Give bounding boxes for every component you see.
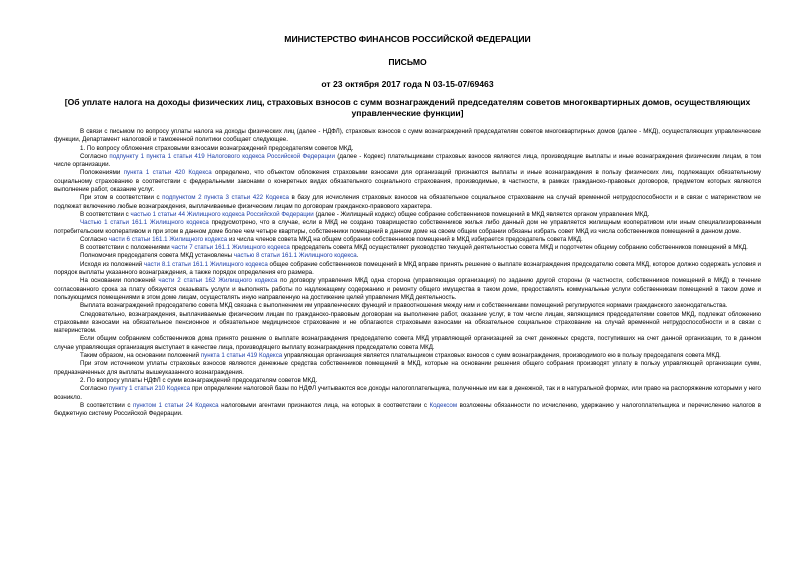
paragraph-text: налоговыми агентами признаются лица, на которых в соответствии с (218, 401, 430, 409)
paragraph (54, 385, 761, 402)
paragraph-text: Полномочия председателя совета МКД установлены (80, 252, 234, 260)
paragraph-text: В соответствии с положениями (80, 244, 172, 252)
paragraph-text: Согласно (80, 385, 109, 393)
paragraph-text: Если общим собранием собственников дома принято решение о выплате вознаграждения председателю совета МКД управляющей организацией за счет денежных средств, поступивших на счет данной организации, то в данном случае управляющая организация выступает в качестве лица, производящего выплату вознаграждения председателю совета МКД. (54, 335, 761, 351)
paragraph-text: Согласно (80, 235, 109, 243)
paragraph-text: определено, что объектом обложения страховыми взносами для организаций признаются выплаты и иные вознаграждения в пользу физических лиц, подлежащих обязательному социальному страхованию в соответствии с федеральными законами о конкретных видах обязательного социального страхования, производимые, в частности, в рамках гражданско-правовых договоров, предметом которых являются выполнение работ, оказание услуг. (54, 169, 761, 194)
paragraph (54, 236, 761, 244)
paragraph-text: Выплата вознаграждений председателю совета МКД связана с выполнением им управленческих функций и правоотношения между ним и собственниками помещений регулируются нормами гражданского законодательства. (80, 302, 728, 310)
legal-reference-link[interactable]: подпункту 1 пункта 1 статьи 419 Налогового кодекса Российской Федерации (109, 152, 335, 160)
paragraph (54, 219, 761, 236)
paragraph-text: в базу для исчисления страховых взносов на обязательное социальное страхование на случай временной нетрудоспособности и в связи с материнством не подлежат включению любые вознаграждения, выплачиваемые физическим лицам по договорам гражданско-правового характера. (54, 194, 761, 210)
paragraph (54, 145, 761, 153)
legal-reference-link[interactable]: части 8.1 статьи 161.1 Жилищного кодекса (144, 260, 268, 268)
paragraph-text: В соответствии с (80, 401, 133, 409)
paragraph-text: Таким образом, на основании положений (80, 352, 201, 360)
paragraph-text: 2. По вопросу уплаты НДФЛ с сумм вознаграждений председателям советов МКД. (80, 376, 318, 384)
paragraph-text: общее собрание собственников помещений в МКД вправе принять решение о выплате вознаграждения председателю совета МКД, которое должно содержать условия и порядок выплаты указанного вознаграждения, а также порядок определения его размера. (54, 260, 761, 277)
paragraph (54, 211, 761, 219)
legal-reference-link[interactable]: части 6 статьи 161.1 Жилищного кодекса (108, 235, 228, 243)
paragraph (54, 261, 761, 278)
paragraph (54, 402, 761, 419)
legal-reference-link[interactable]: пунктом 1 статьи 24 Кодекса (132, 401, 219, 409)
legal-reference-link[interactable]: пункта 1 статьи 419 Кодекса (200, 352, 283, 360)
paragraph (54, 244, 761, 252)
legal-reference-link[interactable]: частью 8 статьи 161.1 Жилищного кодекса (233, 252, 357, 260)
paragraph (54, 352, 761, 360)
document-subject: [Об уплате налога на доходы физических лиц, страховых взносов с сумм вознаграждений председателям советов многоквартирных домов, осуществляющих управленческие функции] (64, 97, 751, 118)
paragraph-text: предусмотрено, что в случае, если в МКД не создано товарищество собственников жилья либо данный дом не управляется жилищным кооперативом или иным специализированным потребительским кооперативом и при этом в данном доме более чем четыре квартиры, собственники помещений в данном доме на своем общем собрании обязаны избрать совет МКД из числа собственников помещений в данном доме. (54, 219, 761, 235)
legal-reference-link[interactable]: пункту 1 статьи 210 Кодекса (108, 385, 191, 393)
legal-reference-link[interactable]: пункта 1 статьи 420 Кодекса (123, 169, 212, 177)
paragraph-text: из числа членов совета МКД на общем собрании собственников помещений в МКД избирается председатель совета МКД. (227, 235, 583, 243)
paragraph-text: При этом в соответствии с (80, 194, 163, 202)
legal-reference-link[interactable]: части 2 статьи 162 Жилищного кодекса (158, 277, 278, 285)
paragraph-text: по договору управления МКД одна сторона (управляющая организация) по заданию другой стороны (в частности, собственников помещений в МКД) в течение согласованного срока за плату обязуется оказывать услуги и выполнять работы по надлежащему содержанию и ремонту общего имущества в таком доме, предоставлять коммунальные услуги собственникам помещений в таком доме и пользующимся помещениями в этом доме лицам, осуществлять иную направленную на достижение целей управления МКД деятельность. (54, 277, 761, 301)
paragraph-text: В соответствии с (80, 210, 131, 218)
paragraph (54, 128, 761, 145)
document-body (54, 128, 761, 418)
paragraph (54, 302, 761, 310)
paragraph (54, 194, 761, 211)
paragraph (54, 277, 761, 302)
legal-reference-link[interactable]: подпунктом 2 пункта 3 статьи 422 Кодекса (162, 194, 289, 202)
paragraph-text: . (356, 252, 359, 260)
paragraph-text: В связи с письмом по вопросу уплаты налога на доходы физических лиц (далее - НДФЛ), страховых взносов с сумм вознаграждений председателям советов многоквартирных домов (далее - МКД), осуществляющих управленческие функции, Департамент налоговой и таможенной политики сообщает следующее. (54, 128, 761, 144)
paragraph (54, 360, 761, 377)
ministry-heading: МИНИСТЕРСТВО ФИНАНСОВ РОССИЙСКОЙ ФЕДЕРАЦИИ (284, 34, 531, 44)
paragraph-text: председатель совета МКД осуществляет руководство текущей деятельностью совета МКД и подотчетен общему собранию собственников помещений в МКД. (289, 244, 748, 252)
paragraph-text: (далее - Кодекс) плательщиками страховых взносов являются лица, производящие выплаты и иные вознаграждения физическим лицам, в том числе организации. (54, 152, 761, 169)
paragraph-text: Положениями (80, 169, 124, 177)
paragraph-text: при определении налоговой базы по НДФЛ учитываются все доходы налогоплательщика, полученные им как в денежной, так и в натуральной формах, или право на распоряжение которыми у него возникло. (54, 385, 761, 401)
paragraph-text: При этом источником уплаты страховых взносов являются денежные средства собственников помещений в МКД, которые на основании решения общего собрания производят уплату в пользу управляющей организации сумм, предназначенных для выплаты вышеуказанного вознаграждения. (54, 360, 761, 376)
paragraph-text: Согласно (80, 152, 110, 160)
paragraph-text: (далее - Жилищный кодекс) общее собрание собственников помещений в МКД является органом управления МКД. (313, 210, 650, 218)
legal-reference-link[interactable]: частью 1 статьи 44 Жилищного кодекса Российской Федерации (130, 210, 314, 218)
paragraph (54, 311, 761, 336)
paragraph (54, 153, 761, 170)
paragraph-text: Исходя из положений (80, 260, 145, 268)
document-type: ПИСЬМО (388, 57, 427, 67)
paragraph (54, 377, 761, 385)
legal-reference-link[interactable]: части 7 статьи 161.1 Жилищного кодекса (171, 244, 290, 252)
paragraph-text: возложены обязанности по исчислению, удержанию у налогоплательщика и перечислению налогов в бюджетную систему Российской Федерации. (54, 401, 761, 418)
legal-reference-link[interactable]: Кодексом (429, 401, 458, 409)
legal-reference-link[interactable]: Частью 1 статьи 161.1 Жилищного кодекса (80, 219, 209, 227)
paragraph-text: Следовательно, вознаграждения, выплачиваемые физическим лицам по гражданско-правовым договорам на выполнение работ, оказание услуг, в том числе лицам, являющимся председателями советов МКД, подлежат обложению страховыми взносами на обязательное пенсионное и обязательное медицинское страхование и не облагаются страховыми взносами на обязательное социальное страхование на случай временной нетрудоспособности и в связи с материнством. (54, 310, 761, 335)
paragraph (54, 252, 761, 260)
paragraph-text: На основании положений (80, 277, 159, 285)
paragraph-text: 1. По вопросу обложения страховыми взносами вознаграждений председателям советов МКД. (80, 144, 354, 152)
paragraph (54, 169, 761, 194)
paragraph-text: управляющая организация является плательщиком страховых взносов с сумм вознаграждения, производимого ею в пользу председателя совета МКД. (282, 352, 721, 360)
document-date-number: от 23 октября 2017 года N 03-15-07/69463 (321, 79, 494, 89)
paragraph (54, 335, 761, 352)
